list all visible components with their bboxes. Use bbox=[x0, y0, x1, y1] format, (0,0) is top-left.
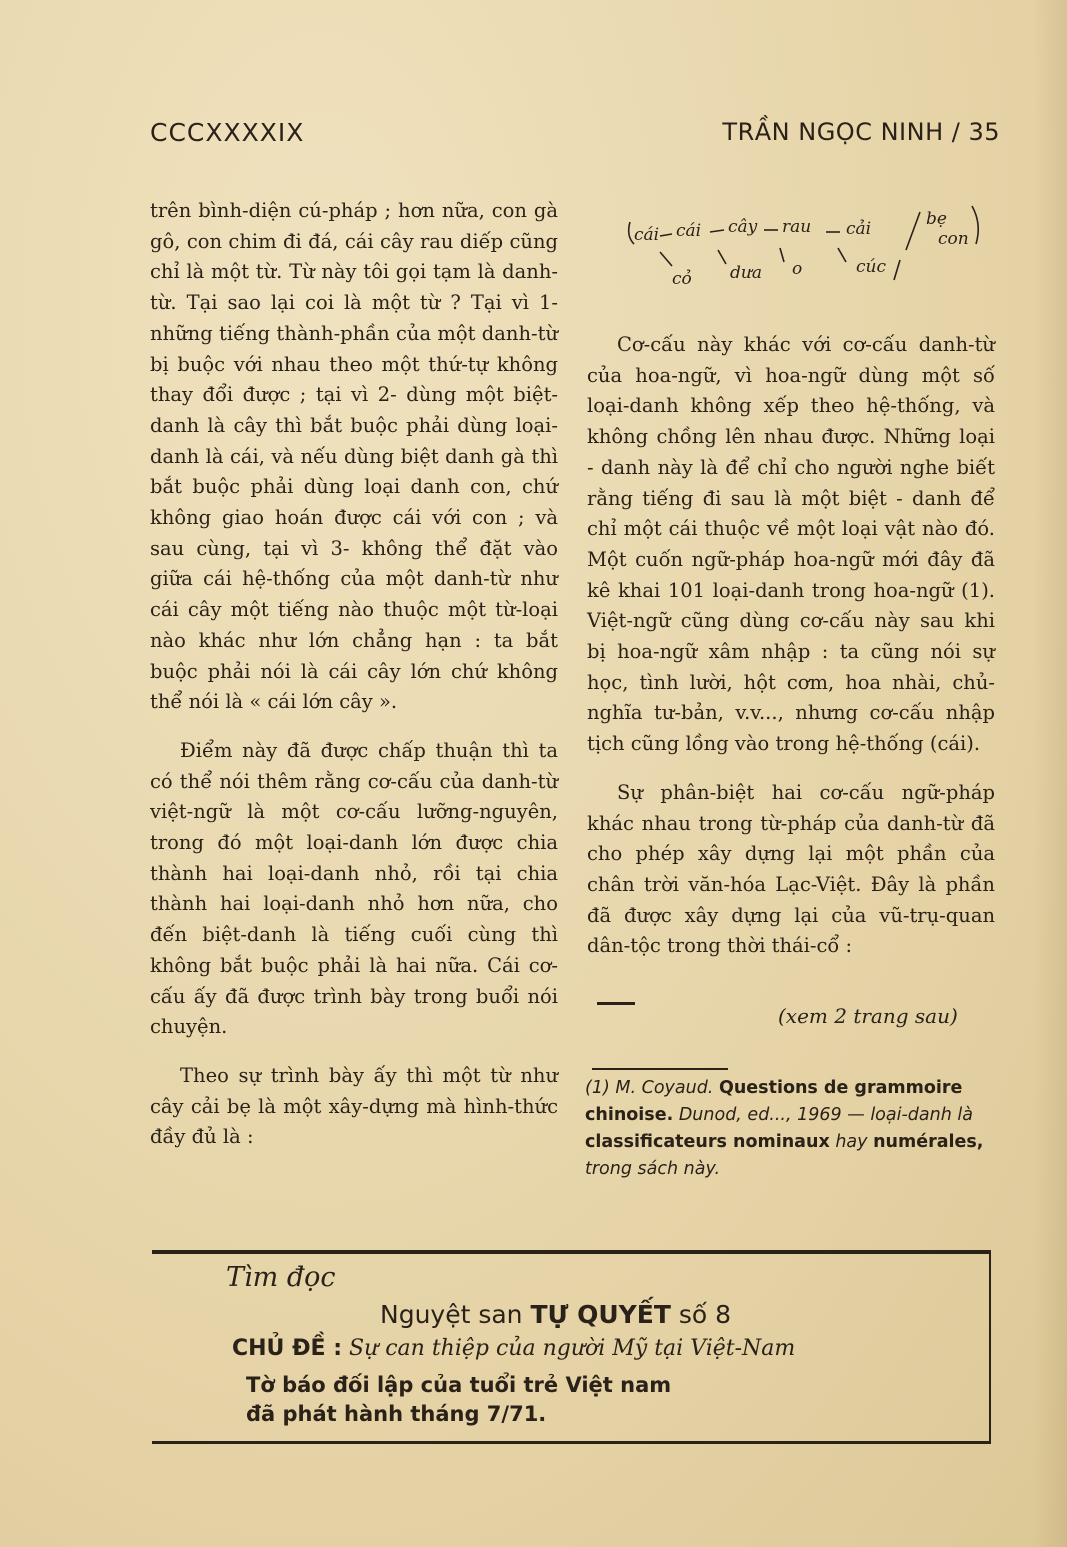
ad-border-top bbox=[152, 1250, 990, 1254]
footnote-publisher: Dunod, ed..., 1969 bbox=[678, 1105, 842, 1125]
footnote-gloss2: numérales, bbox=[873, 1132, 984, 1152]
diagram-bracket-right bbox=[972, 206, 978, 244]
diagram-label: cái bbox=[676, 221, 702, 241]
diagram-label: cúc bbox=[856, 257, 886, 277]
diagram-label: o bbox=[792, 259, 803, 279]
diagram-label: rau bbox=[782, 217, 812, 237]
diagram-dash-2 bbox=[710, 230, 724, 232]
footnote-author: M. Coyaud. bbox=[615, 1078, 714, 1098]
paragraph-1: trên bình-diện cú-pháp ; hơn nữa, con gà gô, con chim đi đá, cái cây rau diếp cũng chỉ là một từ. Từ này tôi gọi tạm là danh-từ. Tại sao lại coi là một từ ? Tại vì 1- những tiếng thành-phần của một danh-từ bị buộc với nhau theo một thứ-tự không thay đổi được ; tại vì 2- dùng một biệt-danh là cây thì bắt buộc phải dùng loại-danh là cái, và nếu dùng biệt danh gà thì bắt buộc phải dùng loại danh con, chứ không giao hoán được cái với con ; và sau cùng, tại vì 3- không thể đặt vào giữa cái hệ-thống của một danh-từ như cái cây một tiếng nào thuộc một từ-loại nào khác như lớn chẳng hạn : ta bắt buộc phải nói là cái cây lớn chứ không thể nói là « cái lớn cây ». bbox=[150, 199, 558, 714]
ad-magazine-prefix: Nguyệt san bbox=[380, 1300, 523, 1329]
diagram-dash-1 bbox=[660, 234, 672, 236]
diagram-label: con bbox=[938, 229, 969, 249]
diagram-slash bbox=[906, 212, 920, 250]
section-number: CCCXXXXIX bbox=[150, 118, 305, 147]
diagram-label: bẹ bbox=[926, 209, 947, 229]
footnote-dash: — bbox=[847, 1105, 865, 1125]
diagram-branch-5 bbox=[894, 260, 900, 280]
diagram-label: cải bbox=[846, 219, 872, 239]
paragraph-4: Cơ-cấu này khác với cơ-cấu danh-từ của hoa-ngữ, vì hoa-ngữ dùng một số loại-danh không xếp theo hệ-thống, và không chồng lên nhau được. Những loại - danh này là để chỉ cho người nghe biết rằng tiếng đi sau là một biệt - danh để chỉ một cái thuộc về một loại vật nào đó. Một cuốn ngữ-pháp hoa-ngữ mới đây đã kê khai 101 loại-danh trong hoa-ngữ (1). Việt-ngữ cũng dùng cơ-cấu này sau khi bị hoa-ngữ xâm nhập : ta cũng nói sự học, tình lười, hột cơm, hoa nhài, chủ-nghĩa tư-bản, v.v..., nhưng cơ-cấu nhập tịch cũng lồng vào trong hệ-thống (cái). bbox=[587, 333, 995, 756]
noun-structure-diagram bbox=[620, 200, 990, 310]
ad-line-2: đã phát hành tháng 7/71. bbox=[246, 1402, 547, 1426]
ad-title: Tìm đọc bbox=[226, 1262, 336, 1293]
footnote-title: Questions de grammoire chinoise. bbox=[585, 1078, 963, 1125]
continued-note: (xem 2 trang sau) bbox=[778, 1004, 958, 1028]
diagram-label: cỏ bbox=[672, 269, 692, 289]
diagram-branch-2 bbox=[718, 250, 726, 264]
diagram-label: cái bbox=[634, 225, 660, 245]
ad-topic-value: Sự can thiệp của người Mỹ tại Việt-Nam bbox=[349, 1336, 796, 1361]
diagram-label: cây bbox=[728, 217, 758, 237]
ad-topic-label: CHỦ ĐỀ : bbox=[232, 1336, 342, 1361]
paragraph-3: Theo sự trình bày ấy thì một từ như cây cải bẹ là một xây-dựng mà hình-thức đầy đủ là : bbox=[150, 1063, 558, 1149]
right-column bbox=[587, 330, 995, 962]
footnote-hay: hay bbox=[835, 1132, 868, 1152]
paragraph-2: Điểm này đã được chấp thuận thì ta có thể nói thêm rằng cơ-cấu của danh-từ việt-ngữ là một cơ-cấu lưỡng-nguyên, trong đó một loại-danh lớn được chia thành hai loại-danh nhỏ, rồi tại chia thành hai loại-danh nhỏ hơn nữa, cho đến biệt-danh là tiếng cuối cùng thì không bắt buộc phải là hai nữa. Cái cơ-cấu ấy đã được trình bày trong buổi nói chuyện. bbox=[150, 738, 558, 1039]
page-edge-shadow bbox=[1033, 0, 1067, 1547]
footnote-term: loại-danh bbox=[870, 1105, 952, 1125]
ad-topic bbox=[232, 1336, 795, 1361]
decorative-dash bbox=[597, 1002, 635, 1005]
page-header bbox=[150, 118, 1000, 158]
ad-magazine-name: TỰ QUYẾT bbox=[530, 1300, 671, 1329]
paragraph-5: Sự phân-biệt hai cơ-cấu ngữ-pháp khác nhau trong từ-pháp của danh-từ đã cho phép xây dựng lại một phần của chân trời văn-hóa Lạc-Việt. Đây là phần đã được xây dựng lại của vũ-trụ-quan dân-tộc trong thời thái-cổ : bbox=[587, 780, 995, 958]
author-page-number: TRẦN NGỌC NINH / 35 bbox=[722, 118, 1000, 146]
diagram-branch-3 bbox=[780, 248, 784, 262]
ad-magazine bbox=[380, 1300, 731, 1329]
footnote-la: là bbox=[957, 1105, 973, 1125]
diagram-label: dưa bbox=[730, 263, 762, 283]
footnote-gloss: classificateurs nominaux bbox=[585, 1132, 830, 1152]
ad-line-1: Tờ báo đối lập của tuổi trẻ Việt nam bbox=[246, 1373, 672, 1397]
footnote-tail: trong sách này. bbox=[585, 1159, 721, 1179]
diagram-branch-4 bbox=[838, 248, 846, 262]
footnote-number: (1) bbox=[585, 1078, 610, 1098]
ad-magazine-issue: số 8 bbox=[678, 1300, 732, 1329]
diagram-branch-1 bbox=[660, 252, 672, 266]
footnote bbox=[585, 1075, 997, 1183]
left-column bbox=[150, 196, 558, 1153]
ad-border-right bbox=[989, 1250, 991, 1444]
ad-border-bottom bbox=[152, 1441, 990, 1444]
footnote-rule bbox=[592, 1068, 728, 1070]
